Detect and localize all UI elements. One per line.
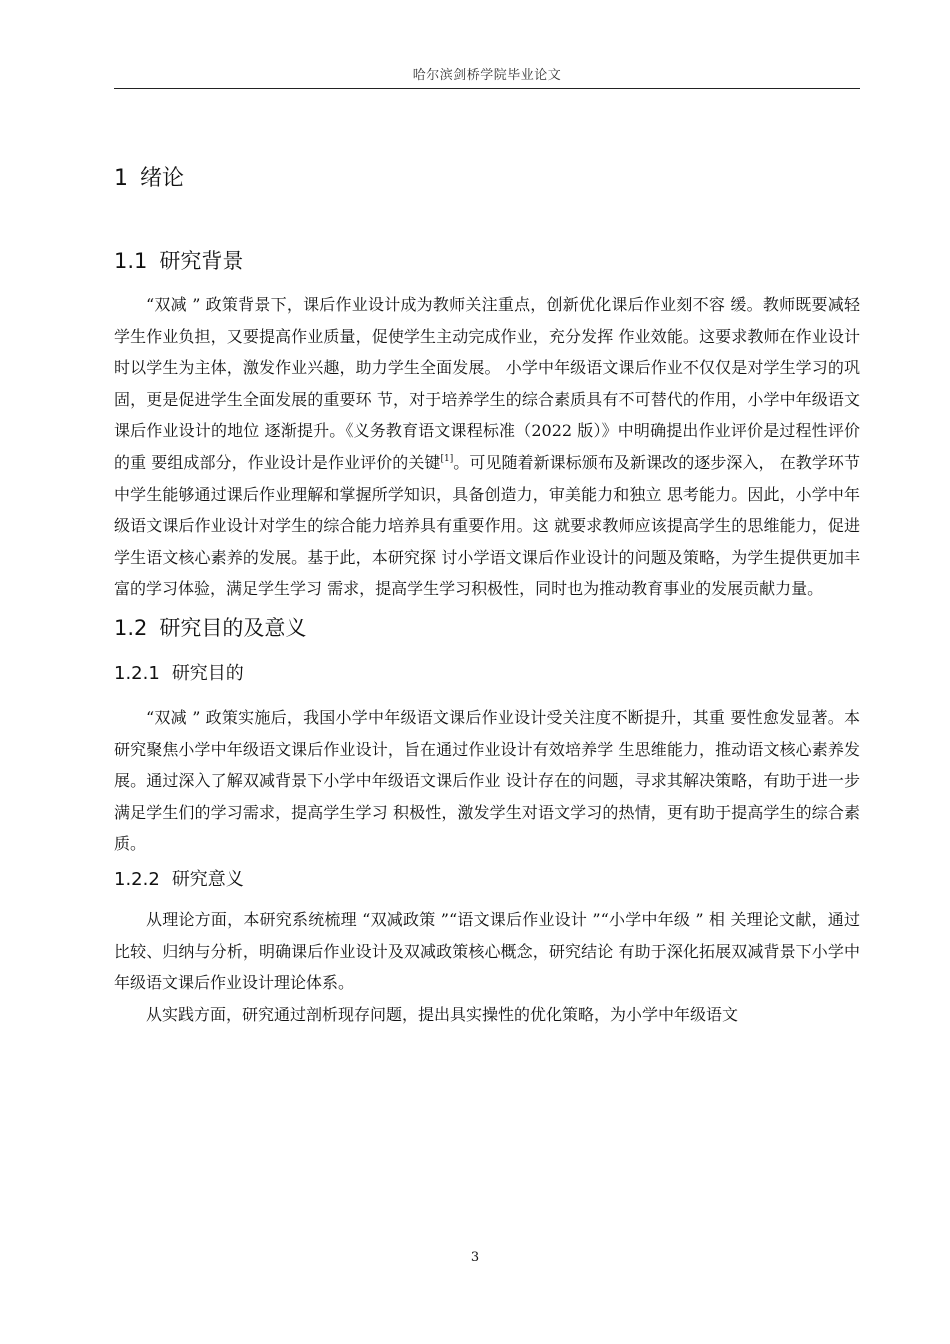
- subsection-heading-1-2-1: [114, 658, 860, 690]
- purpose-paragraph: “双减 ” 政策实施后，我国小学中年级语文课后作业设计受关注度不断提升，其重 要性愈发显著。本研究聚焦小学中年级语文课后作业设计，旨在通过作业设计有效培养学 生思维能力，推动语文核心素养发展。通过深入了解双减背景下小学中年级语文课后作业 设计存在的问题，寻求其解决策略，有助于进一步满足学生们的学习需求，提高学生学习 积极性，激发学生对语文学习的热情，更有助于提高学生的综合素质。: [114, 707, 860, 854]
- section-heading-1-2: [114, 610, 860, 646]
- section-number: 1.2: [114, 615, 148, 640]
- significance-paragraph-theory: 从理论方面，本研究系统梳理 “双减政策 ”“语文课后作业设计 ”“小学中年级 ” 相 关理论文献，通过比较、归纳与分析，明确课后作业设计及双减政策核心概念，研究结论 有助于深化拓展双减背景下小学中年级语文课后作业设计理论体系。: [114, 909, 860, 993]
- subsection-number: 1.2.2: [114, 868, 160, 890]
- subsection-title: 研究意义: [171, 868, 244, 890]
- background-text-part-1: “双减 ” 政策背景下，课后作业设计成为教师关注重点，创新优化课后作业刻不容 缓。教师既要减轻学生作业负担，又要提高作业质量，促使学生主动完成作业，充分发挥 作业效能。这要求教师在作业设计时以学生为主体，激发作业兴趣，助力学生全面发展。 小学中年级语文课后作业不仅仅是对学生学习的巩固，更是促进学生全面发展的重要环 节，对于培养学生的综合素质具有不可替代的作用，小学中年级语文课后作业设计的地位 逐渐提升。《义务教育语文课程标准（2022 版）》中明确提出作业评价是过程性评价的重 要组成部分，作业设计是作业评价的关键: [114, 295, 860, 472]
- subsection-number: 1.2.1: [114, 662, 160, 684]
- significance-paragraph-practice: 从实践方面，研究通过剖析现存问题，提出具实操性的优化策略，为小学中年级语文: [146, 1004, 739, 1024]
- page-content: [114, 160, 860, 1030]
- background-text-part-2: 。可见随着新课标颁布及新课改的逐步深入， 在教学环节中学生能够通过课后作业理解和掌握所学知识，具备创造力，审美能力和独立 思考能力。因此，小学中年级语文课后作业设计对学生的综合能力培养具有重要作用。这 就要求教师应该提高学生的思维能力，促进学生语文核心素养的发展。基于此，本研究探 讨小学语文课后作业设计的问题及策略，为学生提供更加丰富的学习体验，满足学生学习 需求，提高学生学习积极性，同时也为推动教育事业的发展贡献力量。: [114, 452, 860, 599]
- subsection-title: 研究目的: [171, 662, 244, 684]
- section-number: 1.1: [114, 249, 148, 273]
- background-paragraph: [114, 289, 860, 605]
- page-number: 3: [470, 1250, 480, 1265]
- section-heading-1-1: [114, 243, 860, 279]
- citation-ref: [1]: [440, 453, 454, 464]
- header-rule: [114, 88, 860, 89]
- running-header: 哈尔滨剑桥学院毕业论文: [412, 68, 562, 83]
- section-title: 研究背景: [159, 249, 244, 273]
- chapter-title: 绪论: [140, 166, 185, 191]
- subsection-heading-1-2-2: [114, 864, 860, 896]
- chapter-number: 1: [114, 166, 128, 191]
- chapter-heading: [114, 160, 860, 198]
- section-title: 研究目的及意义: [159, 615, 307, 640]
